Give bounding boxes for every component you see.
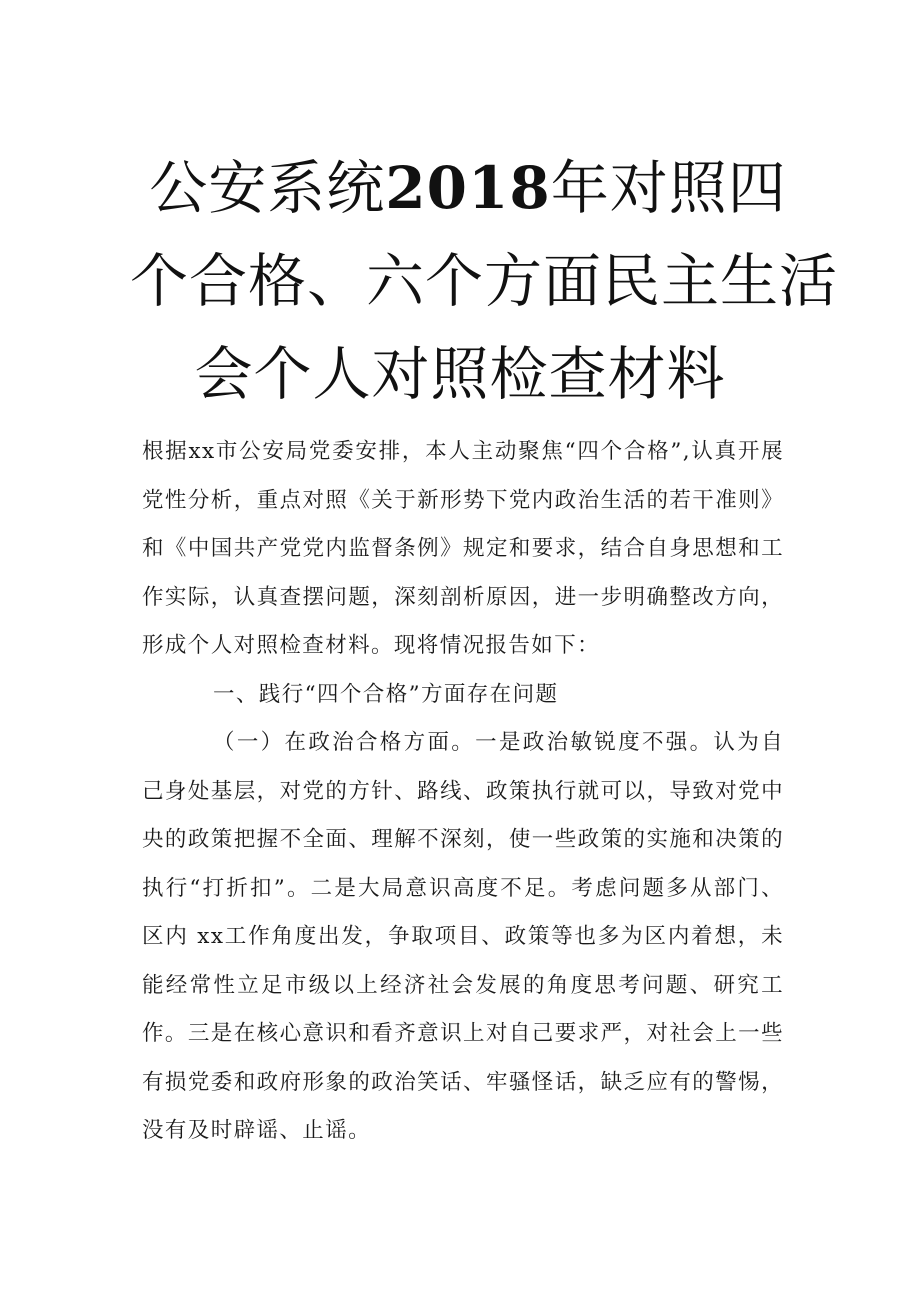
- document-title: [130, 142, 839, 421]
- section-heading: 一、践行“四个合格”方面存在问题: [213, 681, 559, 707]
- title-part-b: 年对照四: [550, 154, 787, 222]
- title-year: 2018: [385, 154, 551, 222]
- title-part-a: 公安系统: [149, 154, 386, 222]
- body-paragraph: （一）在政治合格方面。一是政治敏锐度不强。认为自己身处基层，对党的方针、路线、政策执行就可以，导致对党中央的政策把握不全面、理解不深刻，使一些政策的实施和决策的执行“打折扣”。二是大局意识高度不足。考虑问题多从部门、区内 xx工作角度出发，争取项目、政策等也多为区内着想，未能经常性立足市级以上经济社会发展的角度思考问题、研究工作。三是在核心意识和看齐意识上对自己要求严，对社会上一些 有损党委和政府形象的政治笑话、牢骚怪话，缺乏应有的警惕，没有及时辟谣、止谣。: [142, 730, 784, 1143]
- document-body: [142, 428, 784, 1156]
- title-line-3: 会个人对照检查材料: [194, 340, 726, 408]
- title-line-2: 个合格、六个方面民主生活: [130, 247, 839, 315]
- title-line-1: [130, 142, 790, 235]
- intro-paragraph: 根据xx市公安局党委安排，本人主动聚焦“四个合格”,认真开展党性分析，重点对照《关于新形势下党内政治生活的若干准则》和《中国共产党党内监督条例》规定和要求，结合自身思想和工作实际，认真查摆问题，深刻剖析原因，进一步明确整改方向，形成个人对照检查材料。现将情况报告如下：: [142, 439, 784, 658]
